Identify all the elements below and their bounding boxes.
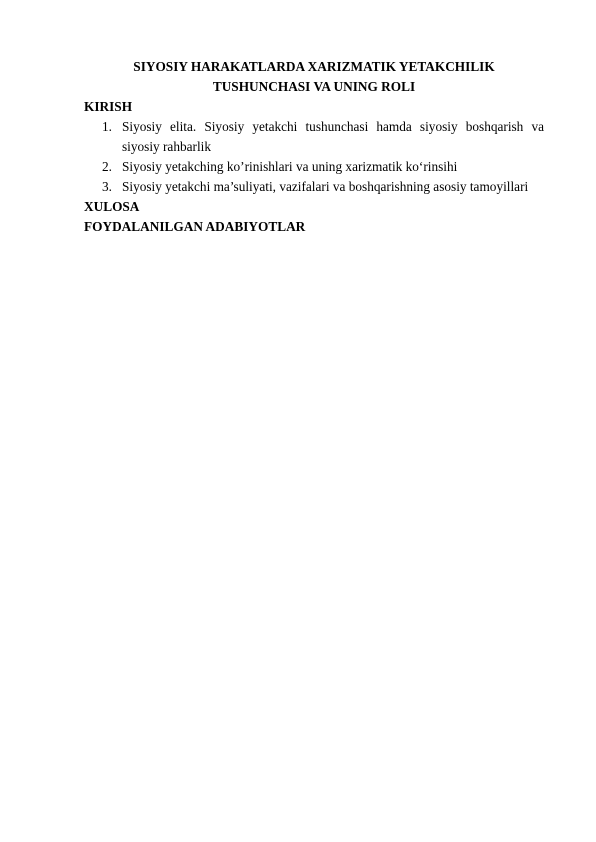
conclusion-heading: XULOSA xyxy=(84,199,140,214)
list-item xyxy=(84,157,544,177)
list-item-number: 1. xyxy=(102,119,112,134)
title-line-2: TUSHUNCHASI VA UNING ROLI xyxy=(212,79,416,94)
document-title xyxy=(84,57,544,97)
table-of-contents xyxy=(84,117,544,197)
list-item-number: 3. xyxy=(102,179,112,194)
list-item-text: Siyosiy yetakching ko’rinishlari va uning xarizmatik ko‘rinsihi xyxy=(122,159,458,174)
references-heading: FOYDALANILGAN ADABIYOTLAR xyxy=(84,219,306,234)
title-line-1: SIYOSIY HARAKATLARDA XARIZMATIK YETAKCHILIK xyxy=(133,59,495,74)
list-item xyxy=(84,177,544,197)
list-item-text: Siyosiy yetakchi ma’suliyati, vazifalari va boshqarishning asosiy tamoyillari xyxy=(122,179,529,194)
intro-heading: KIRISH xyxy=(84,99,133,114)
list-item-text: Siyosiy elita. Siyosiy yetakchi tushunchasi hamda siyosiy boshqarish va siyosiy rahbarlik xyxy=(122,119,544,154)
document-content xyxy=(84,57,544,237)
list-item-number: 2. xyxy=(102,159,112,174)
list-item xyxy=(84,117,544,157)
